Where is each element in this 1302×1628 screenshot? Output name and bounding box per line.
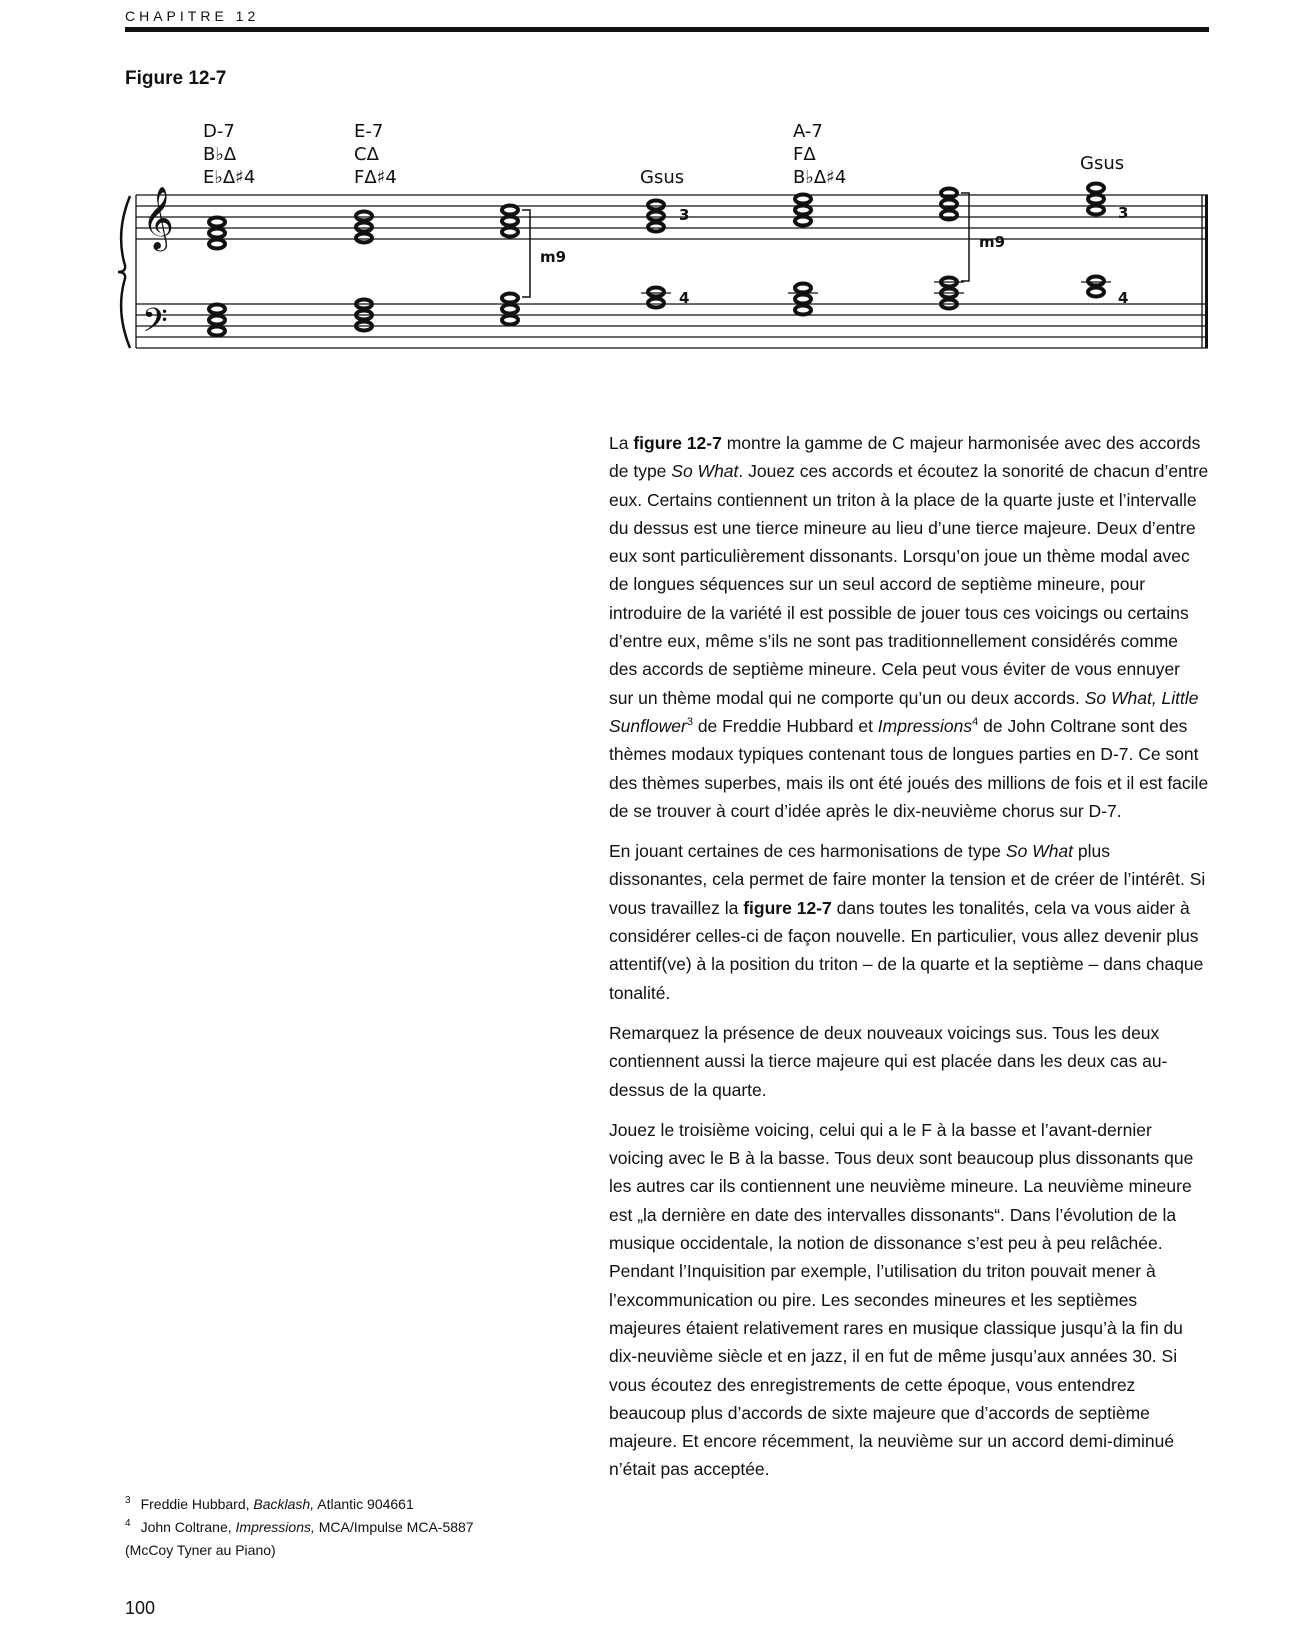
text-run: En jouant certaines de ces harmonisations de type: [609, 841, 1006, 862]
chord-symbol-2b: CΔ: [354, 144, 379, 165]
italic-title: Backlash,: [253, 1496, 315, 1512]
paragraph-3: Remarquez la présence de deux nouveaux voicings sus. Tous les deux contiennent aussi la tierce majeure qui est placée dans les deux cas au-dessus de la quarte.: [609, 1022, 1168, 1100]
text-run: de Freddie Hubbard et: [692, 715, 878, 736]
figure-reference: figure 12-7: [633, 433, 722, 453]
footnotes: [125, 1493, 545, 1562]
text-run: (McCoy Tyner au Piano): [125, 1542, 276, 1558]
paragraph-2: [609, 837, 1209, 1007]
chord-symbol-1c: E♭Δ♯4: [203, 167, 256, 188]
figure-reference: figure 12-7: [743, 897, 832, 918]
interval-4-label-1: 4: [679, 289, 690, 307]
ledger-lines: [641, 282, 1111, 293]
paragraph-1: [609, 429, 1209, 825]
italic-title: So What: [1005, 841, 1074, 862]
text-run: de John Coltrane sont des thèmes modaux typiques contenant tous de longues parties en D-7. Ce sont des thèmes superbes, mais ils ont été joués des millions de fois et il est facile de se trouver à court d’idée après le dix-neuvième chorus sur D-7.: [609, 715, 1209, 821]
text-run: John Coltrane,: [140, 1519, 236, 1535]
text-run: MCA/Impulse MCA-5887: [314, 1519, 474, 1535]
footnote-number: 4: [125, 1518, 131, 1530]
text-run: dans toutes les tonalités, cela va vous aider à considérer celles-ci de façon nouvelle. En particulier, vous allez devenir plus attentif(ve) à la position du triton – de la quarte et la septième – dans chaque tonalité.: [609, 897, 1204, 1003]
chord-symbol-3: Gsus: [640, 167, 685, 188]
italic-title: So What: [671, 461, 739, 482]
chord-symbol-2c: FΔ♯4: [354, 167, 397, 188]
text-run: Atlantic 904661: [314, 1496, 414, 1512]
italic-title: So What, Little Sunflower: [609, 687, 1199, 736]
figure-title: Figure 12-7: [125, 68, 227, 89]
final-barline: [1205, 195, 1208, 348]
footnote-number: 3: [125, 1495, 131, 1507]
music-score: [0, 0, 1302, 380]
chord-symbol-4b: FΔ: [793, 144, 816, 165]
footnote-4: [125, 1516, 545, 1562]
bass-clef: 𝄢: [142, 302, 168, 348]
chapter-header: CHAPITRE 12: [125, 8, 260, 24]
treble-clef: 𝄞: [142, 186, 174, 249]
m9-brackets: [522, 193, 969, 297]
chord-symbol-1b: B♭Δ: [203, 144, 237, 165]
m9-label-1: m9: [540, 248, 567, 266]
paragraph-4: Jouez le troisième voicing, celui qui a le F à la basse et l’avant-dernier voicing avec le B à la basse. Tous deux sont beaucoup plus dissonants que les autres car ils contiennent une neuvième mineure. La neuvième mineure est „la dernière en date des intervalles dissonants“. Dans l’évolution de la musique occidentale, la notion de dissonance s’est peu à peu relâchée. Pendant l’Inquisition par exemple, l’utilisation du triton pouvait mener à l’excommunication ou pire. Les secondes mineures et les septièmes majeures étaient relativement rares en musique classique jusqu’à la fin du dix-neuvième siècle et en jazz, il en fut de même jusqu’aux années 30. Si vous écoutez des enregistrements de cette époque, vous entendrez beaucoup plus d’accords de sixte majeure que d’accords de septième majeure. Et encore récemment, la neuvième sur un accord demi-diminué n’était pas acceptée.: [609, 1119, 1194, 1480]
chord-symbol-2a: E-7: [354, 121, 384, 142]
interval-3-label-1: 3: [679, 206, 690, 224]
page-number: 100: [125, 1598, 156, 1618]
text-run: montre la gamme de C majeur harmonisée avec des accords de type: [609, 433, 1201, 482]
text-run: . Jouez ces accords et écoutez la sonorité de chacun d’entre eux. Certains contiennent un triton à la place de la quarte juste et l’intervalle du dessus est une tierce mineure au lieu d’une tierce majeure. Deux d’entre eux sont particulièrement dissonants. Lorsqu’on joue un thème modal avec de longues séquences sur un seul accord de septième mineure, pour introduire de la variété il est possible de jouer tous ces voicings ou certains d’entre eux, même s’ils ne sont pas traditionnellement considérés comme des accords de septième mineure. Cela peut vous éviter de vous ennuyer sur un thème modal qui ne comporte qu’un ou deux accords.: [609, 461, 1209, 708]
interval-4-label-2: 4: [1118, 289, 1129, 307]
body-text: [609, 429, 1209, 1496]
staff-lines: [136, 195, 1208, 348]
footnote-ref-4[interactable]: 4: [972, 716, 979, 729]
chord-symbol-4c: B♭Δ♯4: [793, 167, 847, 188]
chord-symbol-4a: A-7: [793, 121, 823, 142]
m9-label-2: m9: [979, 233, 1006, 251]
chord-symbol-1a: D-7: [203, 121, 235, 142]
text-run: La: [609, 433, 634, 453]
chord-symbols: [203, 121, 1124, 188]
footnote-3: [125, 1493, 545, 1516]
italic-title: Impressions,: [235, 1519, 315, 1535]
italic-title: Impressions: [877, 715, 973, 736]
text-run: plus dissonantes, cela permet de faire monter la tension et de créer de l’intérêt. Si vous travaillez la: [609, 841, 1206, 918]
text-run: Freddie Hubbard,: [140, 1496, 254, 1512]
footnote-ref-3[interactable]: 3: [686, 716, 693, 729]
chord-symbol-5: Gsus: [1080, 153, 1125, 174]
interval-3-label-2: 3: [1118, 204, 1129, 222]
brace: [118, 196, 130, 348]
